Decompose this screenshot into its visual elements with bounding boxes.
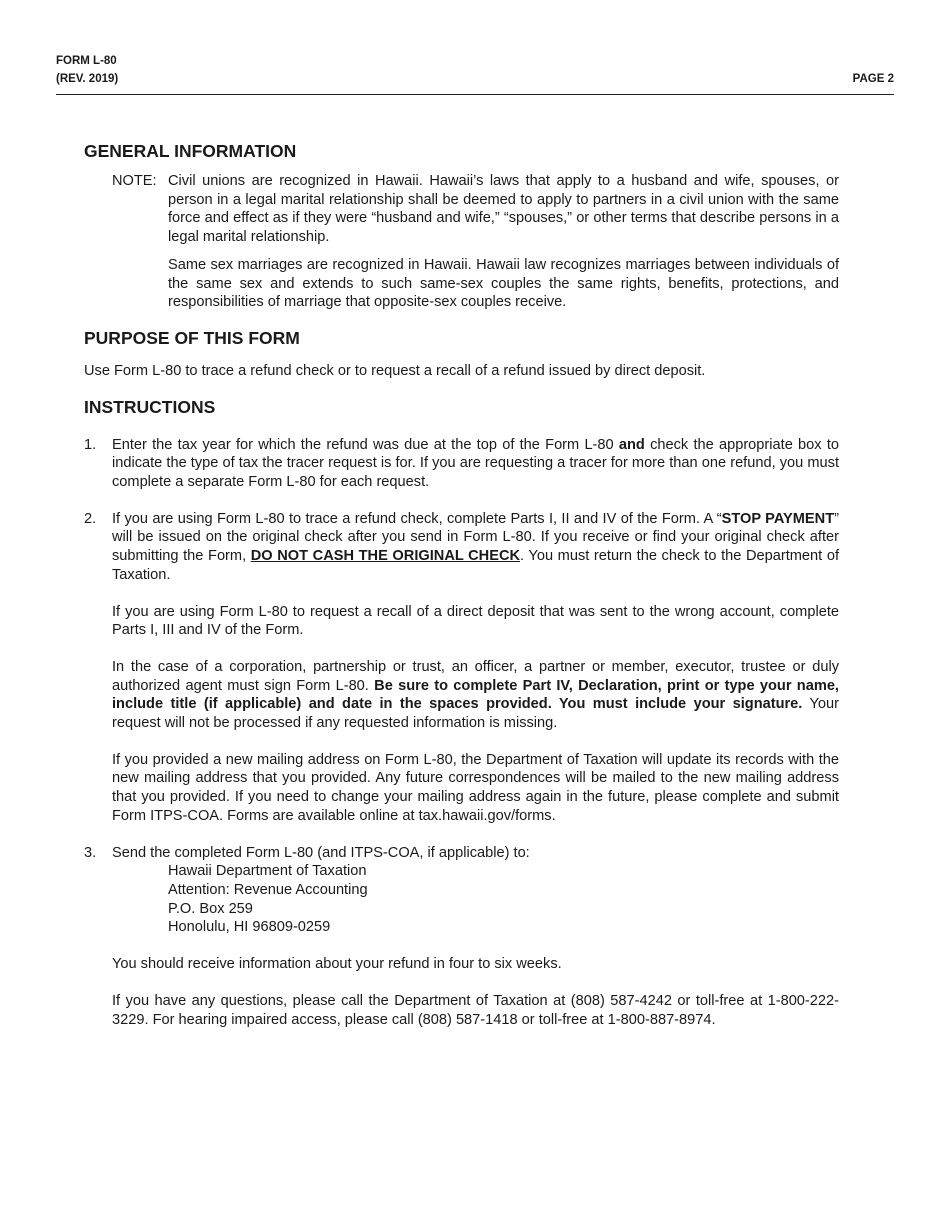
text-segment: . You must return the check to the Department of Taxation. — [112, 548, 839, 583]
mailing-address — [112, 862, 839, 937]
form-revision: (REV. 2019) — [56, 73, 119, 85]
mailing-address-paragraph: If you provided a new mailing address on Form L-80, the Department of Taxation will update its records with the new mailing address that you provided. Any future correspondences will be mailed to the new mailing address that you provided. If you need to change your mailing address again in the future, please complete and submit Form ITPS-COA. Forms are available online at tax.hawaii.gov/forms. — [112, 751, 839, 824]
instruction-item-2 — [84, 510, 839, 826]
item-number: 1. — [84, 436, 97, 453]
declaration-bold: Be sure to complete Part IV, Declaration, print or type your name, include title (if applicable) and date in the spaces provided. You must include your signature. — [112, 677, 839, 713]
item-number: 2. — [84, 510, 97, 527]
processing-time-text: You should receive information about your refund in four to six weeks. — [112, 956, 562, 973]
form-id: FORM L-80 — [56, 55, 117, 67]
do-not-cash-warning: DO NOT CASH THE ORIGINAL CHECK — [250, 548, 521, 565]
same-sex-marriage-paragraph: Same sex marriages are recognized in Hawaii. Hawaii law recognizes marriages between individuals of the same sex and extends to such same-sex couples the same rights, benefits, protections, and responsibilities of marriage that opposite-sex couples receive. — [168, 256, 839, 311]
page-number: PAGE 2 — [852, 73, 894, 85]
general-information-heading: GENERAL INFORMATION — [84, 141, 297, 161]
address-line: Honolulu, HI 96809-0259 — [168, 919, 331, 936]
page-header — [56, 52, 894, 95]
send-form-intro: Send the completed Form L-80 (and ITPS-COA, if applicable) to: — [112, 844, 530, 861]
text-segment: ” will be issued on the original check after you send in Form L-80. If you receive or find your original check after submitting the Form, — [112, 510, 839, 565]
text-segment: In the case of a corporation, partnership or trust, an officer, a partner or member, executor, trustee or duly authorized agent must sign Form L-80. — [112, 658, 839, 694]
signature-paragraph — [112, 658, 839, 733]
text-segment: If you are using Form L-80 to trace a refund check, complete Parts I, II and IV of the Form. A “ — [112, 510, 722, 527]
recall-deposit-paragraph: If you are using Form L-80 to request a recall of a direct deposit that was sent to the wrong account, complete Parts I, III and IV of the Form. — [112, 603, 839, 639]
text-segment: Your request will not be processed if any requested information is missing. — [112, 696, 839, 732]
text-segment: check the appropriate box to indicate the type of tax the tracer request is for. If you are requesting a tracer for more than one refund, you must complete a separate Form L-80 for each request. — [112, 436, 839, 491]
bold-and: and — [618, 436, 645, 453]
address-line: P.O. Box 259 — [168, 900, 253, 917]
instruction-item-3 — [84, 844, 839, 1030]
contact-paragraph: If you have any questions, please call the Department of Taxation at (808) 587-4242 or toll-free at 1-800-222-3229. For hearing impaired access, please call (808) 587-1418 or toll-free at 1-800-887-8974. — [112, 992, 839, 1028]
form-identification — [56, 52, 118, 88]
note-block — [84, 172, 839, 312]
instruction-1-text — [112, 436, 839, 492]
item-number: 3. — [84, 844, 97, 861]
note-label: NOTE: — [112, 173, 157, 189]
address-line: Attention: Revenue Accounting — [168, 881, 368, 898]
stop-payment-bold: STOP PAYMENT — [721, 510, 835, 527]
instructions-heading: INSTRUCTIONS — [84, 396, 216, 417]
page-content — [84, 140, 839, 1029]
purpose-text: Use Form L-80 to trace a refund check or to request a recall of a refund issued by direct deposit. — [84, 362, 706, 379]
purpose-heading: PURPOSE OF THIS FORM — [84, 327, 300, 348]
instruction-item-1 — [84, 436, 839, 492]
trace-check-paragraph — [112, 510, 839, 585]
civil-union-paragraph: Civil unions are recognized in Hawaii. Hawaii’s laws that apply to a husband and wife, spouses, or person in a legal marital relationship shall be deemed to apply to partners in a civil union with the same force and effect as if they were “husband and wife,” “spouses,” or other terms that describe persons in a legal marital relationship. — [168, 173, 839, 246]
text-segment: Enter the tax year for which the refund was due at the top of the Form L-80 — [112, 436, 619, 453]
address-line: Hawaii Department of Taxation — [168, 863, 367, 880]
